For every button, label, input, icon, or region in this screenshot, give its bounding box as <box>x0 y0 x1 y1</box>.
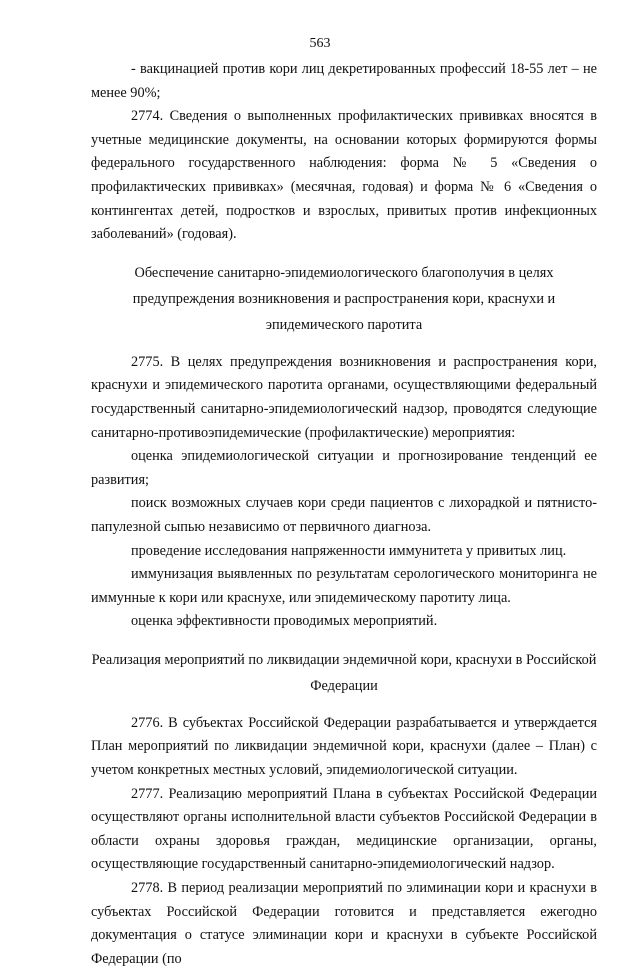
list-item-case-search: поиск возможных случаев кори среди пациентов с лихорадкой и пятнисто-папулезной сыпью независимо от первичного диагноза. <box>91 495 597 535</box>
list-item-immunization: иммунизация выявленных по результатам серологического мониторинга не иммунные к кори или краснухе, или эпидемическому паротиту лица. <box>91 566 597 606</box>
list-item-situation-assessment: оценка эпидемиологической ситуации и прогнозирование тенденций ее развития; <box>91 448 597 488</box>
section-heading-elimination-plan: Реализация мероприятий по ликвидации эндемичной кори, краснухи в Российской Федерации <box>91 651 597 694</box>
list-item-vaccination-target: - вакцинацией против кори лиц декретированных профессий 18-55 лет – не менее 90%; <box>91 61 597 101</box>
list-item-efficiency-evaluation: оценка эффективности проводимых мероприятий. <box>131 613 438 630</box>
paragraph-2776: 2776. В субъектах Российской Федерации разрабатывается и утверждается План мероприятий по ликвидации эндемичной кори, краснухи (далее – План) с учетом конкретных местных условий, эпидемиологической ситуации. <box>91 714 597 779</box>
paragraph-2775: 2775. В целях предупреждения возникновения и распространения кори, краснухи и эпидемического паротита органами, осуществляющими федеральный государственный санитарно-эпидемиологический надзор, проводятся следующие санитарно-противоэпидемические (профилактические) мероприятия: <box>91 353 597 441</box>
page-number: 563 <box>309 36 331 51</box>
document-body <box>91 58 597 971</box>
paragraph-2774: 2774. Сведения о выполненных профилактических прививках вносятся в учетные медицинские документы, на основании которых формируются формы федерального государственного наблюдения: форма № 5 «Сведения о профилактических прививках» (месячная, годовая) и форма № 6 «Сведения о контингентах детей, подростков и взрослых, привитых против инфекционных заболеваний» (годовая). <box>91 108 597 243</box>
section-heading-epidemiological-welfare: Обеспечение санитарно-эпидемиологического благополучия в целях предупреждения возникновения и распространения кори, краснухи и эпидемического паротита <box>132 264 556 333</box>
paragraph-2777: 2777. Реализацию мероприятий Плана в субъектах Российской Федерации осуществляют органы исполнительной власти субъектов Российской Федерации в области охраны здоровья граждан, медицинские организации, органы, осуществляющие государственный санитарно-эпидемиологический надзор. <box>91 785 597 873</box>
list-item-immunity-study: проведение исследования напряженности иммунитета у привитых лиц. <box>131 542 567 559</box>
paragraph-2778: 2778. В период реализации мероприятий по элиминации кори и краснухи в субъектах Российской Федерации готовится и представляется ежегодно документация о статусе элиминации кори и краснухи в субъекте Российской Федерации (по <box>91 880 597 967</box>
